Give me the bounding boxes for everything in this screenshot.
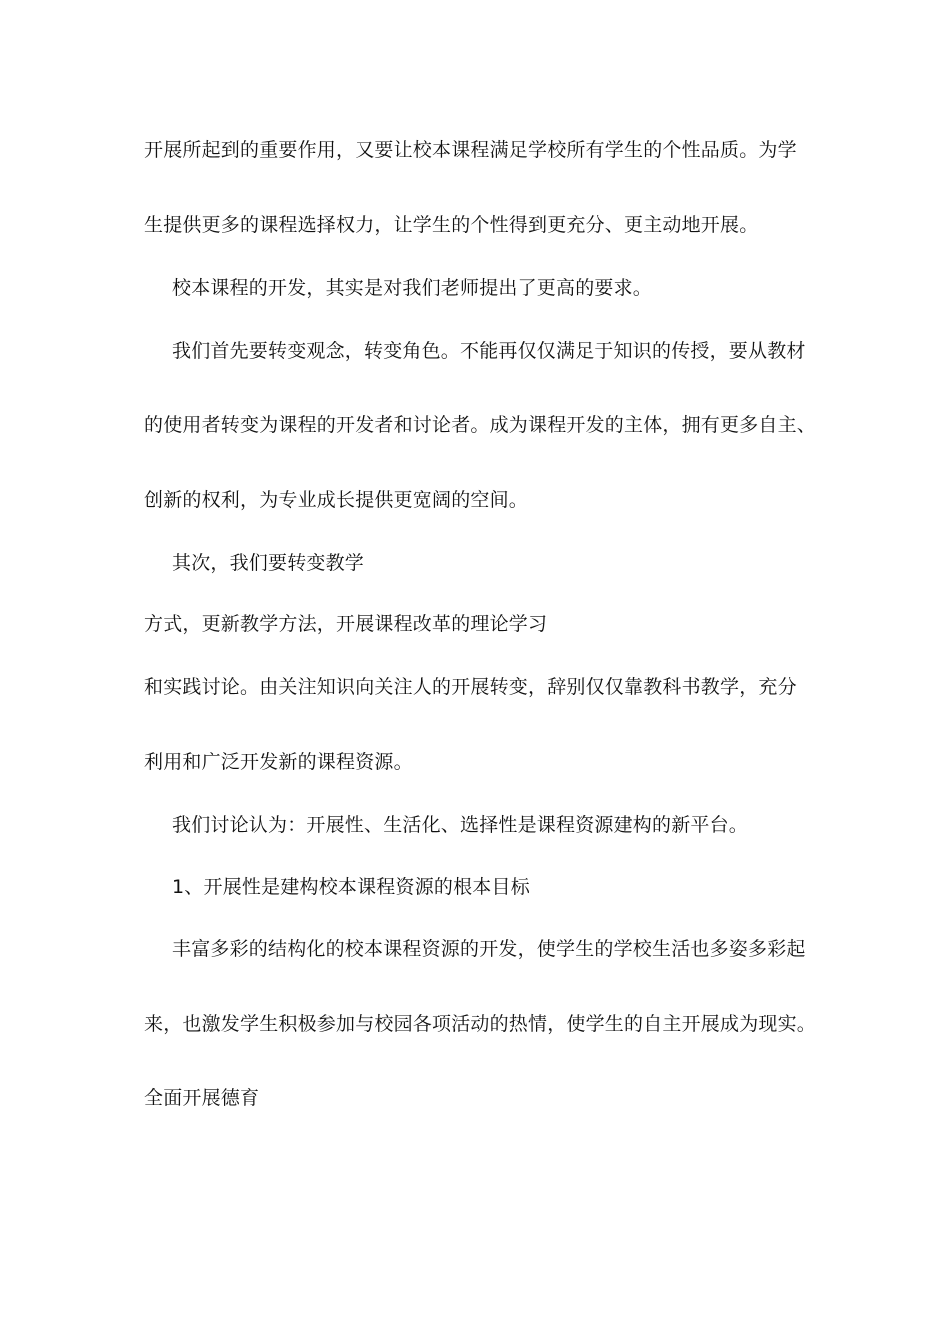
text-line: 方式，更新教学方法，开展课程改革的理论学习	[144, 613, 548, 635]
paragraph-line: 我们首先要转变观念，转变角色。不能再仅仅满足于知识的传授，要从教材	[172, 340, 806, 362]
text-line: 和实践讨论。由关注知识向关注人的开展转变，辞别仅仅靠教科书教学，充分	[144, 676, 797, 698]
text-line: 创新的权利，为专业成长提供更宽阔的空间。	[144, 489, 529, 511]
paragraph-line: 校本课程的开发，其实是对我们老师提出了更高的要求。	[172, 277, 653, 299]
text-line: 来，也激发学生积极参加与校园各项活动的热情，使学生的自主开展成为现实。	[144, 1013, 817, 1035]
text-line: 生提供更多的课程选择权力，让学生的个性得到更充分、更主动地开展。	[144, 214, 759, 236]
text-line: 全面开展德育	[144, 1087, 260, 1109]
paragraph-line: 其次，我们要转变教学	[172, 552, 365, 574]
section-heading: 1、开展性是建构校本课程资源的根本目标	[172, 876, 530, 898]
text-line: 的使用者转变为课程的开发者和讨论者。成为课程开发的主体，拥有更多自主、	[144, 414, 817, 436]
paragraph-line: 丰富多彩的结构化的校本课程资源的开发，使学生的学校生活也多姿多彩起	[172, 938, 806, 960]
paragraph-line: 我们讨论认为：开展性、生活化、选择性是课程资源建构的新平台。	[172, 814, 749, 836]
text-line: 开展所起到的重要作用，又要让校本课程满足学校所有学生的个性品质。为学	[144, 139, 797, 161]
text-line: 利用和广泛开发新的课程资源。	[144, 751, 413, 773]
